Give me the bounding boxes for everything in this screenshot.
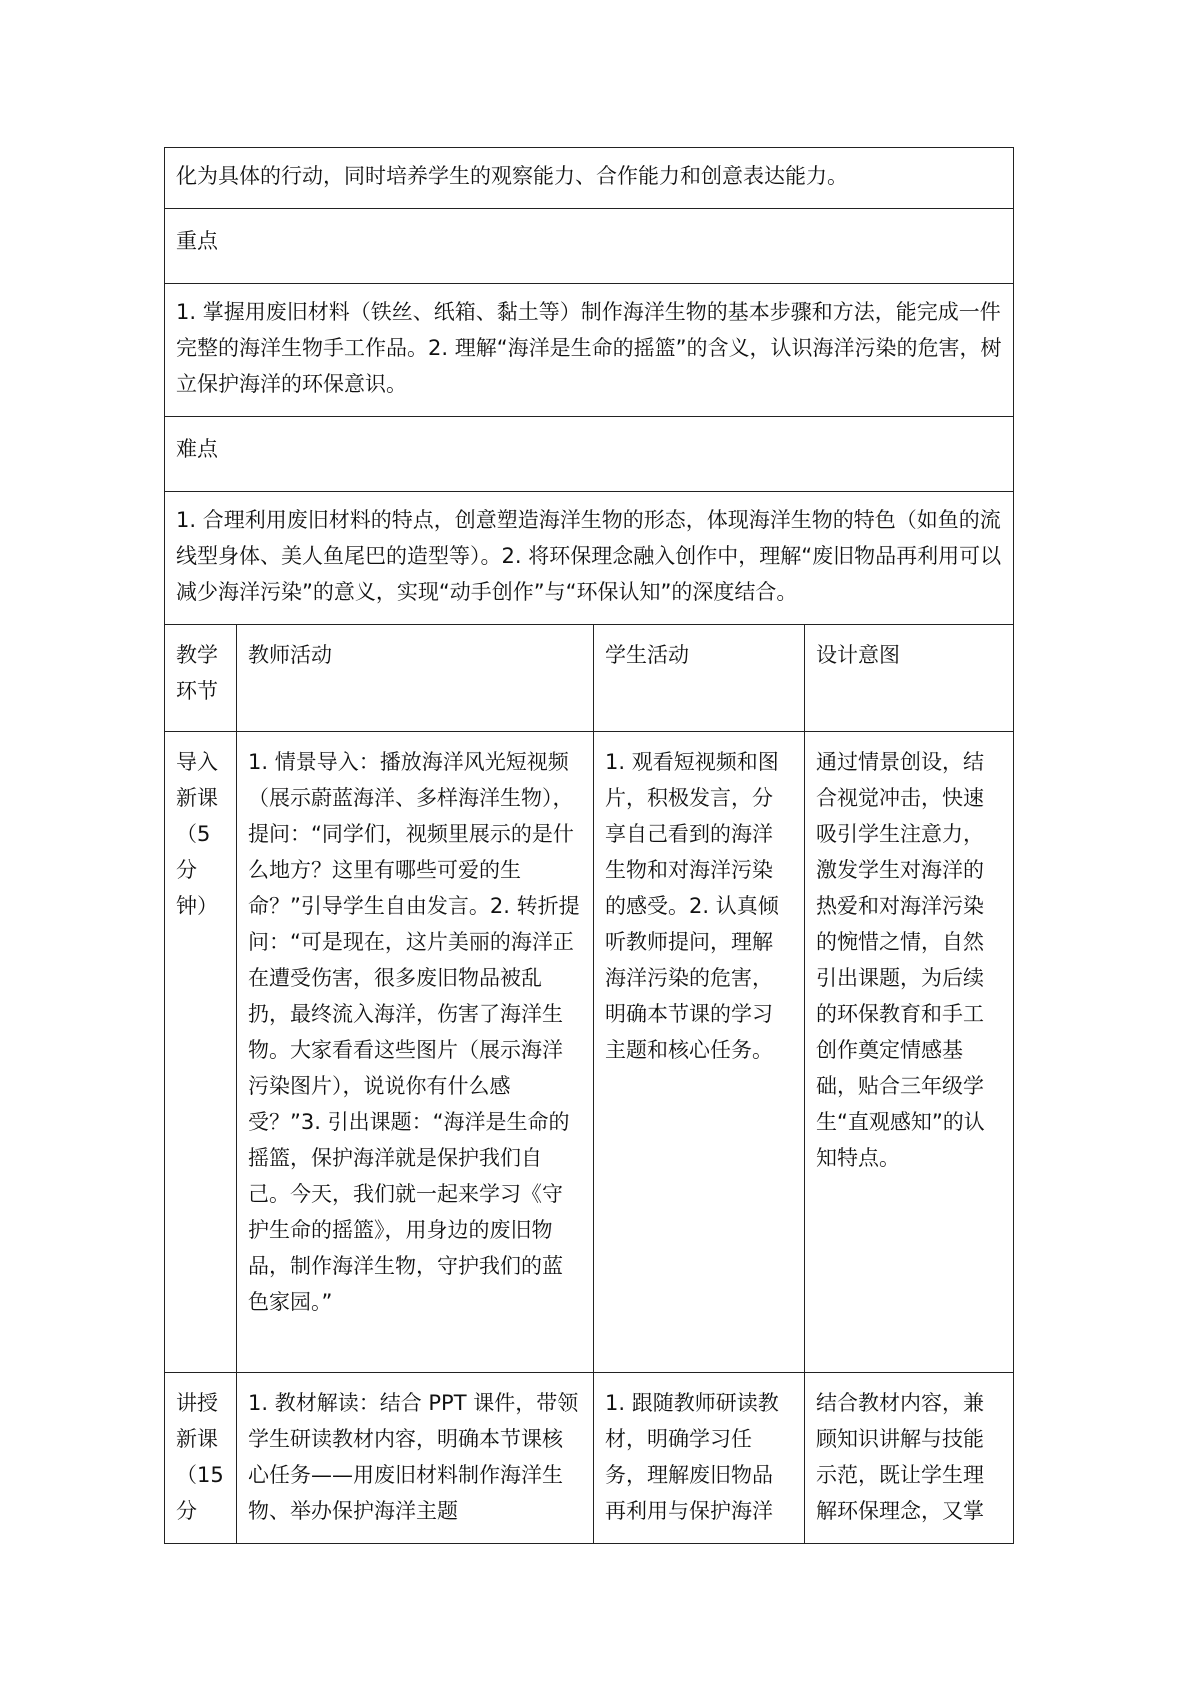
table-header-row	[165, 625, 1014, 732]
difficulties-label-row	[165, 417, 1014, 492]
key-points-row	[165, 284, 1014, 417]
header-teacher: 教师活动	[237, 625, 594, 732]
design-intent-cell: 结合教材内容，兼顾知识讲解与技能示范，既让学生理解环保理念，又掌	[805, 1373, 1014, 1544]
teacher-activity-cell: 1. 情景导入：播放海洋风光短视频（展示蔚蓝海洋、多样海洋生物），提问：“同学们，视频里展示的是什么地方？这里有哪些可爱的生命？”引导学生自由发言。2. 转折提问：“可是现在，这片美丽的海洋正在遭受伤害，很多废旧物品被乱扔，最终流入海洋，伤害了海洋生物。大家看看这些图片（展示海洋污染图片），说说你有什么感受？”3. 引出课题：“海洋是生命的摇篮，保护海洋就是保护我们自己。今天，我们就一起来学习《守护生命的摇篮》，用身边的废旧物品，制作海洋生物，守护我们的蓝色家园。”	[237, 732, 594, 1373]
student-activity-cell: 1. 跟随教师研读教材，明确学习任务，理解废旧物品再利用与保护海洋	[594, 1373, 805, 1544]
stage-cell: 导入新课（5分钟）	[165, 732, 237, 1373]
design-intent-cell: 通过情景创设，结合视觉冲击，快速吸引学生注意力，激发学生对海洋的热爱和对海洋污染的惋惜之情，自然引出课题，为后续的环保教育和手工创作奠定情感基础，贴合三年级学生“直观感知”的认知特点。	[805, 732, 1014, 1373]
table-row	[165, 1373, 1014, 1544]
header-intent: 设计意图	[805, 625, 1014, 732]
lesson-plan-table	[164, 147, 1014, 1544]
stage-cell: 讲授新课（15分	[165, 1373, 237, 1544]
intro-text: 化为具体的行动，同时培养学生的观察能力、合作能力和创意表达能力。	[165, 148, 1014, 209]
student-activity-cell: 1. 观看短视频和图片，积极发言，分享自己看到的海洋生物和对海洋污染的感受。2. 认真倾听教师提问，理解海洋污染的危害，明确本节课的学习主题和核心任务。	[594, 732, 805, 1373]
header-stage: 教学环节	[165, 625, 237, 732]
intro-row	[165, 148, 1014, 209]
key-points-label: 重点	[165, 209, 1014, 284]
key-points-label-row	[165, 209, 1014, 284]
difficulties-text: 1. 合理利用废旧材料的特点，创意塑造海洋生物的形态，体现海洋生物的特色（如鱼的流线型身体、美人鱼尾巴的造型等）。2. 将环保理念融入创作中，理解“废旧物品再利用可以减少海洋污染”的意义，实现“动手创作”与“环保认知”的深度结合。	[165, 492, 1014, 625]
header-student: 学生活动	[594, 625, 805, 732]
key-points-text: 1. 掌握用废旧材料（铁丝、纸箱、黏土等）制作海洋生物的基本步骤和方法，能完成一件完整的海洋生物手工作品。2. 理解“海洋是生命的摇篮”的含义，认识海洋污染的危害，树立保护海洋的环保意识。	[165, 284, 1014, 417]
difficulties-label: 难点	[165, 417, 1014, 492]
difficulties-row	[165, 492, 1014, 625]
table-row	[165, 732, 1014, 1373]
teacher-activity-cell: 1. 教材解读：结合 PPT 课件，带领学生研读教材内容，明确本节课核心任务——用废旧材料制作海洋生物、举办保护海洋主题	[237, 1373, 594, 1544]
